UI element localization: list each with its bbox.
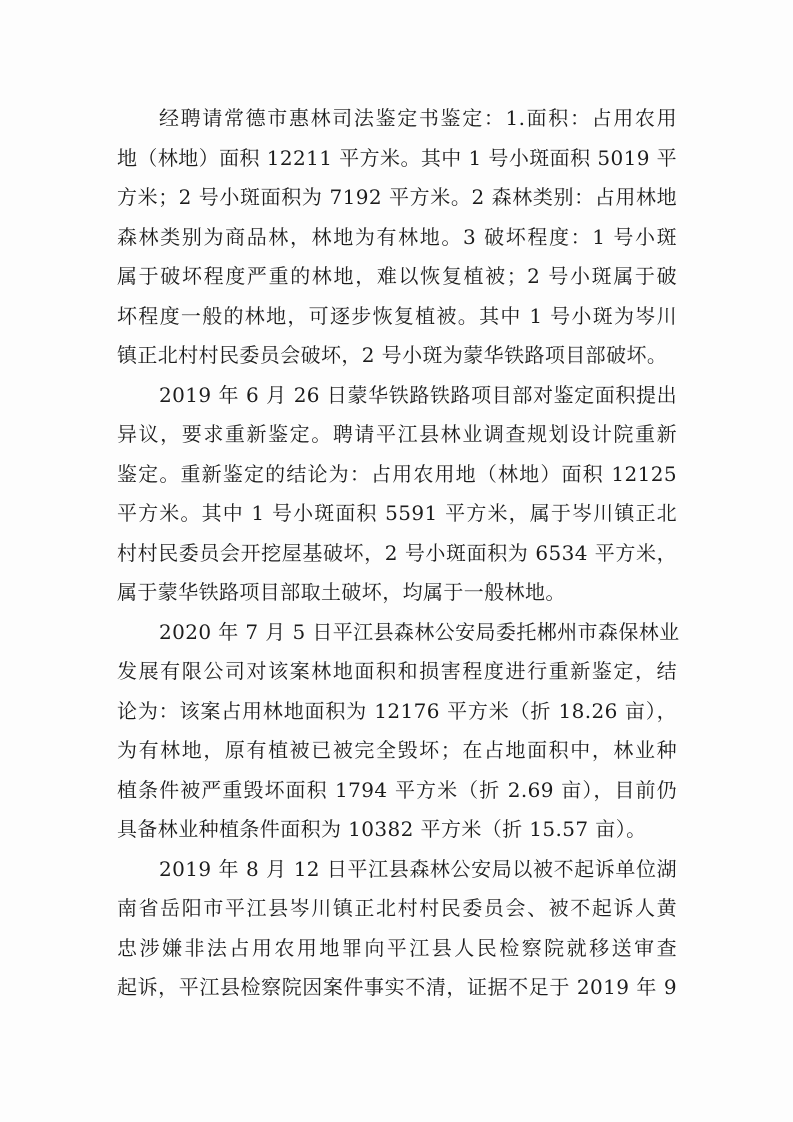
- paragraph-1-line-7: 镇正北村村民委员会破坏，2 号小斑为蒙华铁路项目部破坏。: [117, 343, 668, 367]
- paragraph-1-line-3: 方米；2 号小斑面积为 7192 平方米。2 森林类别：占用林地: [117, 185, 677, 209]
- paragraph-3-line-2: 发展有限公司对该案林地面积和损害程度进行重新鉴定，结: [117, 659, 677, 683]
- paragraph-3-line-6: 具备林业种植条件面积为 10382 平方米（折 15.57 亩）。: [117, 817, 647, 841]
- paragraph-4-line-2: 南省岳阳市平江县岑川镇正北村村民委员会、被不起诉人黄: [117, 896, 677, 920]
- paragraph-3-line-1: 2020 年 7 月 5 日平江县森林公安局委托郴州市森保林业: [159, 619, 680, 644]
- paragraph-2-line-1: 2019 年 6 月 26 日蒙华铁路铁路项目部对鉴定面积提出: [159, 382, 677, 407]
- paragraph-3-line-3: 论为：该案占用林地面积为 12176 平方米（折 18.26 亩），: [117, 698, 677, 723]
- paragraph-4-line-1: 2019 年 8 月 12 日平江县森林公安局以被不起诉单位湖: [159, 856, 677, 881]
- paragraph-1-line-6: 坏程度一般的林地，可逐步恢复植被。其中 1 号小斑为岑川: [117, 303, 677, 328]
- paragraph-1-line-5: 属于破坏程度严重的林地，难以恢复植被；2 号小斑属于破: [117, 264, 677, 288]
- paragraph-1-line-4: 森林类别为商品林，林地为有林地。3 破坏程度：1 号小斑: [117, 224, 677, 249]
- paragraph-4-line-4: 起诉，平江县检察院因案件事实不清，证据不足于 2019 年 9: [117, 975, 677, 999]
- paragraph-1-line-2: 地（林地）面积 12211 平方米。其中 1 号小斑面积 5019 平: [117, 145, 677, 170]
- paragraph-2-line-5: 村村民委员会开挖屋基破坏，2 号小斑面积为 6534 平方米，: [117, 540, 677, 565]
- paragraph-3-line-4: 为有林地，原有植被已被完全毁坏；在占地面积中，林业种: [117, 738, 677, 762]
- document-body: [117, 99, 680, 1008]
- paragraph-1-line-1: 经聘请常德市惠林司法鉴定书鉴定：1.面积：占用农用: [159, 106, 677, 130]
- paragraph-2-line-3: 鉴定。重新鉴定的结论为：占用农用地（林地）面积 12125: [117, 461, 677, 486]
- paragraph-2-line-4: 平方米。其中 1 号小斑面积 5591 平方米，属于岑川镇正北: [117, 501, 677, 525]
- paragraph-3-line-5: 植条件被严重毁坏面积 1794 平方米（折 2.69 亩），目前仍: [117, 777, 677, 802]
- paragraph-4-line-3: 忠涉嫌非法占用农用地罪向平江县人民检察院就移送审查: [117, 935, 677, 960]
- paragraph-2-line-2: 异议，要求重新鉴定。聘请平江县林业调查规划设计院重新: [117, 422, 677, 446]
- paragraph-2-line-6: 属于蒙华铁路项目部取土破坏，均属于一般林地。: [117, 580, 566, 604]
